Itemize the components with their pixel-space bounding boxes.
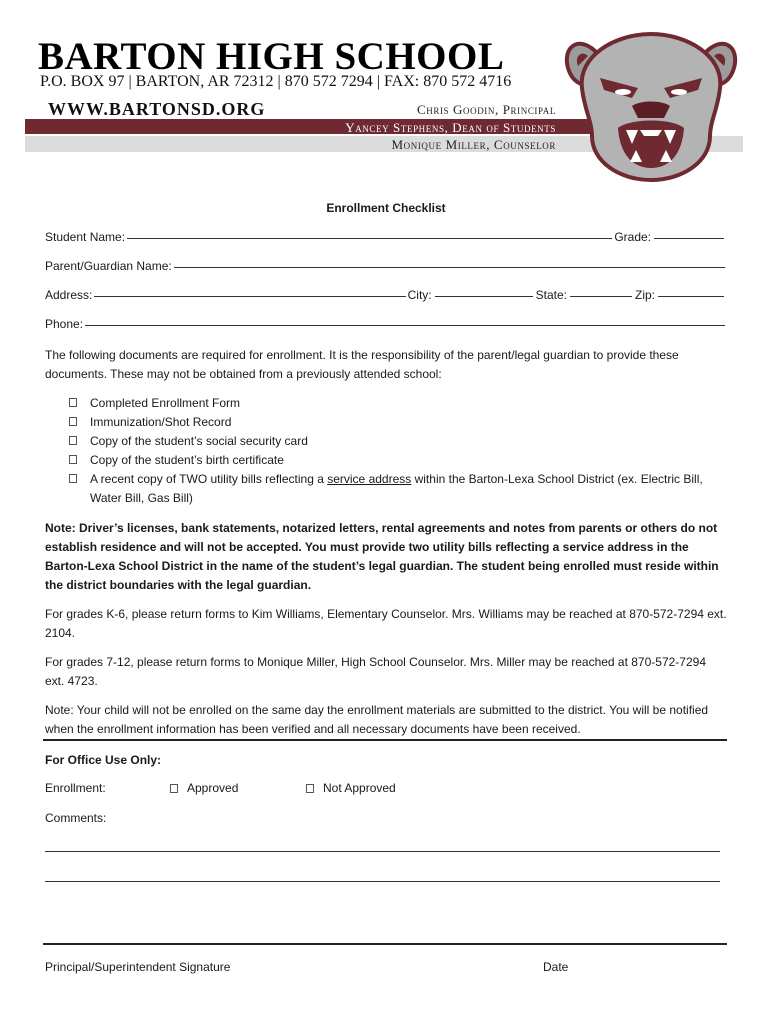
enrollment-label: Enrollment: [45, 781, 106, 795]
parent-name-row [45, 259, 727, 273]
school-website: WWW.BARTONSD.ORG [48, 99, 266, 119]
checklist-item: Immunization/Shot Record [45, 413, 727, 432]
checkbox-icon [69, 417, 77, 426]
grades-k6-contact: For grades K-6, please return forms to Kim Williams, Elementary Counselor. Mrs. Williams may be reached at 870-572-7294 ext. 2104. [45, 607, 727, 640]
staff-dean: Yancey Stephens, Dean of Students [345, 120, 556, 135]
checklist-item: Copy of the student’s social security card [45, 432, 727, 451]
city-field[interactable] [435, 295, 533, 297]
checklist-item: A recent copy of TWO utility bills reflecting a service address within the Barton-Lexa School District (ex. Electric Bill, Water Bill, Gas Bill) [45, 470, 727, 508]
form-title: Enrollment Checklist [326, 201, 446, 215]
zip-label: Zip: [634, 288, 655, 302]
comments-line[interactable] [45, 851, 720, 852]
checkbox-icon [69, 398, 77, 407]
staff-counselor: Monique Miller, Counselor [391, 137, 556, 152]
state-label: State: [535, 288, 567, 302]
student-name-row [45, 230, 727, 244]
state-field[interactable] [570, 295, 632, 297]
checkbox-icon [69, 455, 77, 464]
parent-name-field[interactable] [174, 266, 725, 268]
address-label: Address: [45, 288, 93, 302]
office-use-divider [43, 739, 727, 741]
address-row [45, 288, 727, 302]
grade-label: Grade: [614, 230, 651, 244]
phone-row [45, 317, 727, 331]
enrollment-status-row [45, 781, 727, 795]
student-name-label: Student Name: [45, 230, 126, 244]
checkbox-icon [69, 436, 77, 445]
checkbox-icon [69, 474, 77, 483]
approved-option[interactable]: Approved [170, 781, 238, 795]
not-approved-option[interactable]: Not Approved [306, 781, 396, 795]
zip-field[interactable] [658, 295, 724, 297]
service-address-term: service address [327, 472, 412, 486]
comments-label: Comments: [45, 811, 107, 825]
enrollment-timing-note: Note: Your child will not be enrolled on the same day the enrollment materials are submitted to the district. You will be notified when the enrollment information has been verified and all necessary documents have been received. [45, 703, 709, 736]
school-name: BARTON HIGH SCHOOL [38, 35, 505, 78]
date-label: Date [543, 960, 569, 974]
parent-name-label: Parent/Guardian Name: [45, 259, 172, 273]
bear-mascot-icon [560, 26, 742, 184]
signature-label: Principal/Superintendent Signature [45, 960, 231, 974]
phone-label: Phone: [45, 317, 84, 331]
required-docs-checklist [45, 394, 727, 508]
phone-field[interactable] [85, 324, 725, 326]
office-use-heading: For Office Use Only: [45, 753, 162, 767]
staff-principal: Chris Goodin, Principal [416, 102, 556, 117]
checklist-item: Completed Enrollment Form [45, 394, 727, 413]
residency-note: Note: Driver’s licenses, bank statements, notarized letters, rental agreements and notes from parents or others do not establish residence and will not be accepted. You must provide two utility bills reflecting a service address in the Barton-Lexa School District in the name of the student’s legal guardian. The student being enrolled must reside within the district boundaries with the legal guardian. [45, 521, 719, 592]
comments-line[interactable] [45, 881, 720, 882]
city-label: City: [407, 288, 432, 302]
signature-line[interactable] [43, 943, 727, 945]
grades-7-12-contact: For grades 7-12, please return forms to Monique Miller, High School Counselor. Mrs. Miller may be reached at 870-572-7294 ext. 4723. [45, 655, 706, 688]
not-approved-checkbox[interactable] [306, 784, 314, 793]
grade-field[interactable] [654, 237, 724, 239]
checklist-item: Copy of the student’s birth certificate [45, 451, 727, 470]
student-name-field[interactable] [127, 237, 612, 239]
address-field[interactable] [94, 295, 405, 297]
required-docs-intro: The following documents are required for enrollment. It is the responsibility of the parent/legal guardian to provide these documents. These may not be obtained from a previously attended school: [45, 348, 679, 381]
approved-checkbox[interactable] [170, 784, 178, 793]
school-contact-info: P.O. BOX 97 | BARTON, AR 72312 | 870 572 7294 | FAX: 870 572 4716 [40, 73, 512, 90]
signature-row [45, 960, 727, 974]
